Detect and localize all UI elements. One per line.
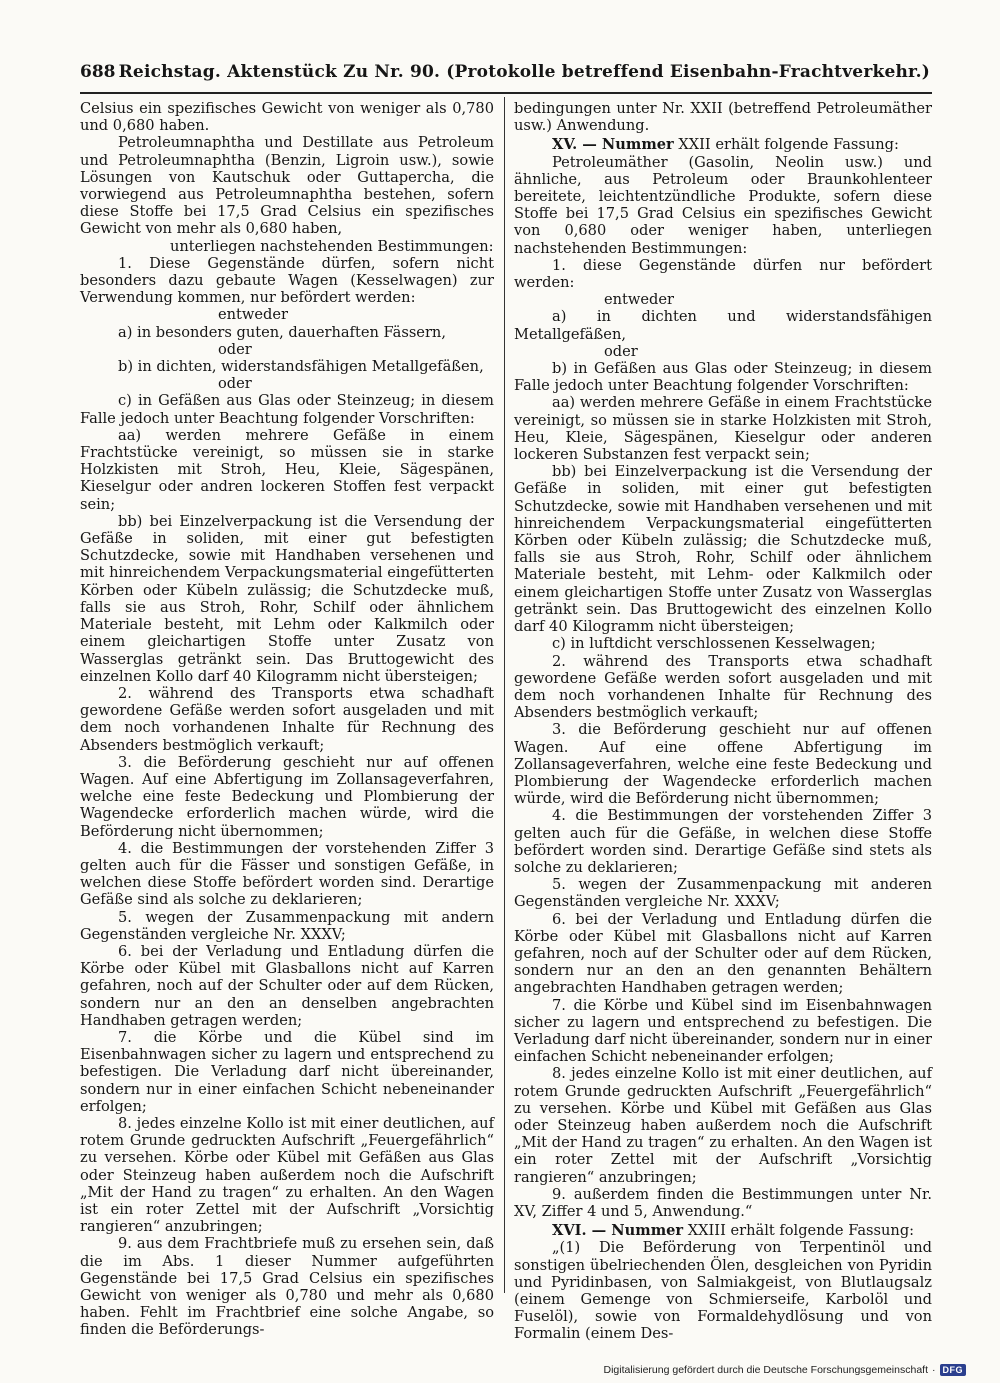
paragraph: 6. bei der Verladung und Entladung dürfen die Körbe oder Kübel mit Glasballons nicht auf Karren gefahren, noch auf der Schulter oder auf dem Rücken, sondern nur an den an den genannten Behältern angebrachten Handhaben getragen werden; — [514, 910, 932, 997]
paragraph: entweder — [218, 306, 288, 324]
paragraph: bb) bei Einzelverpackung ist die Versendung der Gefäße in soliden, mit einer gut befestigten Schutzdecke, sowie mit Handhaben versehenen und mit hinreichendem Verpackungsmaterial eingefütterten Körben oder Kübeln zulässig; die Schutzdecke muß, falls sie aus Stroh, Rohr, Schilf oder ähnlichem Materiale besteht, mit Lehm oder Kalkmilch oder einem gleichartigen Stoffe unter Zusatz von Wasserglas getränkt sein. Das Bruttogewicht des einzelnen Kollo darf 40 Kilogramm nicht übersteigen; — [80, 512, 494, 685]
paragraph: c) in luftdicht verschlossenen Kesselwagen; — [552, 635, 876, 653]
paragraph — [514, 1222, 932, 1239]
section-heading-lead: XVI. — Nummer — [552, 1222, 684, 1240]
page-header — [80, 62, 930, 88]
right-column — [514, 100, 932, 1343]
column-divider — [504, 97, 505, 1293]
paragraph: 3. die Beförderung geschieht nur auf offenen Wagen. Auf eine offene Abfertigung im Zollansageverfahren, welche eine feste Bedeckung und Plombierung der Wagendecke erforderlich machen würde, wird die Beförderung nicht übernommen; — [514, 721, 932, 808]
paragraph: Petroleumnaphtha und Destillate aus Petroleum und Petroleumnaphtha (Benzin, Ligroin usw.), sowie Lösungen von Kautschuk oder Guttapercha, die vorwiegend aus Petroleumnaphtha bestehen, sofern diese Stoffe bei 17,5 Grad Celsius ein spezifisches Gewicht von mehr als 0,680 haben, — [80, 134, 494, 238]
section-heading-text: XXIII erhält folgende Fassung: — [683, 1222, 915, 1240]
paragraph: 8. jedes einzelne Kollo ist mit einer deutlichen, auf rotem Grunde gedruckten Aufschrift „Feuergefährlich“ zu versehen. Körbe und Kübel mit Gefäßen aus Glas oder Steinzeug haben außerdem noch die Aufschrift „Mit der Hand zu tragen“ zu erhalten. An den Wagen ist ein roter Zettel mit der Aufschrift „Vorsichtig rangieren“ anzubringen; — [514, 1065, 932, 1186]
paragraph: 5. wegen der Zusammenpackung mit andern Gegenständen vergleiche Nr. XXXV; — [80, 908, 494, 943]
paragraph: Petroleumäther (Gasolin, Neolin usw.) und ähnliche, aus Petroleum oder Braunkohlenteer bereitete, leichtentzündliche Produkte, sofern diese Stoffe bei 17,5 Grad Celsius ein spezifisches Gewicht von 0,680 oder weniger haben, unterliegen nachstehenden Bestimmungen: — [514, 153, 932, 257]
paragraph: oder — [604, 342, 638, 360]
section-heading-lead: XV. — Nummer — [552, 136, 674, 154]
paragraph: b) in dichten, widerstandsfähigen Metallgefäßen, — [118, 358, 484, 376]
paragraph: aa) werden mehrere Gefäße in einem Frachtstücke vereinigt, so müssen sie in starke Holzkisten mit Stroh, Heu, Kleie, Sägespänen, Kieselgur oder andren lockeren Stoffen fest verpackt sein; — [80, 426, 494, 513]
running-head: Reichstag. Aktenstück Zu Nr. 90. (Protokolle betreffend Eisenbahn-Frachtverkehr.) — [118, 62, 930, 82]
paragraph: c) in Gefäßen aus Glas oder Steinzeug; in diesem Falle jedoch unter Beachtung folgender Vorschriften: — [80, 392, 494, 427]
paragraph: 5. wegen der Zusammenpackung mit anderen Gegenständen vergleiche Nr. XXXV; — [514, 876, 932, 911]
paragraph: 7. die Körbe und die Kübel sind im Eisenbahnwagen sicher zu lagern und entsprechend zu befestigen. Die Verladung darf nicht übereinander, sondern nur in einer einfachen Schicht nebeneinander erfolgen; — [80, 1028, 494, 1115]
paragraph: 1. Diese Gegenstände dürfen, sofern nicht besonders dazu gebaute Wagen (Kesselwagen) zur Verwendung kommen, nur befördert werden: — [80, 254, 494, 307]
paragraph: aa) werden mehrere Gefäße in einem Frachtstücke vereinigt, so müssen sie in starke Holzkisten mit Stroh, Heu, Kleie, Sägespänen, Kieselgur oder anderen lockeren Substanzen fest verpackt sein; — [514, 394, 932, 464]
section-heading-text: XXII erhält folgende Fassung: — [673, 136, 899, 154]
paragraph: „(1) Die Beförderung von Terpentinöl und sonstigen übelriechenden Ölen, desgleichen von Pyridin und Pyridinbasen, von Salmiakgeist, von Blutlaugsalz (einem Gemenge von Schmierseife, Karbolöl und Fuselöl), sowie von Formaldehydlösung und von Formalin (einem Des- — [514, 1239, 932, 1343]
paragraph: 2. während des Transports etwa schadhaft gewordene Gefäße werden sofort ausgeladen und mit dem noch vorhandenen Inhalte für Rechnung des Absenders bestmöglich verkauft; — [514, 652, 932, 722]
header-rule — [80, 92, 932, 94]
paragraph: Celsius ein spezifisches Gewicht von weniger als 0,780 und 0,680 haben. — [80, 100, 494, 135]
paragraph: bedingungen unter Nr. XXII (betreffend Petroleumäther usw.) Anwendung. — [514, 100, 932, 135]
paragraph: 7. die Körbe und Kübel sind im Eisenbahnwagen sicher zu lagern und entsprechend zu befestigen. Die Verladung darf nicht übereinander, sondern nur in einer einfachen Schicht nebeneinander erfolgen; — [514, 996, 932, 1066]
paragraph: a) in dichten und widerstandsfähigen Metallgefäßen, — [514, 308, 932, 343]
page-number: 688 — [80, 62, 116, 82]
dfg-logo: DFG — [940, 1364, 967, 1376]
paragraph: bb) bei Einzelverpackung ist die Versendung der Gefäße in soliden, mit einer gut befestigten Schutzdecke, sowie mit Handhaben versehenen und mit hinreichendem Verpackungsmaterial eingefütterten Körben oder Kübeln zulässig; die Schutzdecke muß, falls sie aus Stroh, Rohr, Schilf oder ähnlichem Materiale besteht, mit Lehm- oder Kalkmilch oder einem gleichartigen Stoffe unter Zusatz von Wasserglas getränkt sein. Das Bruttogewicht des einzelnen Kollo darf 40 Kilogramm nicht übersteigen; — [514, 463, 932, 636]
paragraph: a) in besonders guten, dauerhaften Fässern, — [118, 323, 446, 341]
paragraph: 4. die Bestimmungen der vorstehenden Ziffer 3 gelten auch für die Gefäße, in welchen diese Stoffe befördert worden sind. Derartige Gefäße sind stets als solche zu deklarieren; — [514, 807, 932, 876]
paragraph: 1. diese Gegenstände dürfen nur befördert werden: — [514, 256, 932, 292]
paragraph: 2. während des Transports etwa schadhaft gewordene Gefäße werden sofort ausgeladen und mit dem noch vorhandenen Inhalte für Rechnung des Absenders bestmöglich verkauft; — [80, 684, 494, 754]
paragraph: oder — [218, 340, 252, 358]
footer-credit: Digitalisierung gefördert durch die Deutsche Forschungsgemeinschaft — [603, 1364, 928, 1376]
paragraph: 6. bei der Verladung und Entladung dürfen die Körbe oder Kübel mit Glasballons nicht auf Karren gefahren, noch auf der Schulter oder auf dem Rücken, sondern nur an den an denselben angebrachten Handhaben getragen werden; — [80, 942, 494, 1029]
paragraph: 8. jedes einzelne Kollo ist mit einer deutlichen, auf rotem Grunde gedruckten Aufschrift „Feuergefährlich“ zu versehen. Körbe oder Kübel mit Gefäßen aus Glas oder Steinzeug haben außerdem noch die Aufschrift „Mit der Hand zu tragen“ zu erhalten. An den Wagen ist ein roter Zettel mit der Aufschrift „Vorsichtig rangieren“ anzubringen; — [80, 1114, 494, 1236]
paragraph: oder — [218, 375, 252, 393]
paragraph: 3. die Beförderung geschieht nur auf offenen Wagen. Auf eine Abfertigung im Zollansageverfahren, welche eine feste Bedeckung und Plombierung der Wagendecke erforderlich machen würde, wird die Beförderung nicht übernommen; — [80, 753, 494, 840]
paragraph: 9. außerdem finden die Bestimmungen unter Nr. XV, Ziffer 4 und 5, Anwendung.“ — [514, 1185, 932, 1220]
paragraph — [514, 136, 932, 153]
paragraph: unterliegen nachstehenden Bestimmungen: — [170, 237, 494, 255]
paragraph: b) in Gefäßen aus Glas oder Steinzeug; in diesem Falle jedoch unter Beachtung folgender Vorschriften: — [514, 360, 932, 395]
paragraph: entweder — [604, 291, 674, 309]
paragraph: 9. aus dem Frachtbriefe muß zu ersehen sein, daß die im Abs. 1 dieser Nummer aufgeführten Gegenstände bei 17,5 Grad Celsius ein spezifisches Gewicht von weniger als 0,780 und mehr als 0,680 haben. Fehlt im Frachtbrief eine solche Angabe, so finden die Beförderungs- — [80, 1235, 494, 1339]
footer: Digitalisierung gefördert durch die Deutsche Forschungsgemeinschaft · DFG — [603, 1364, 966, 1376]
paragraph: 4. die Bestimmungen der vorstehenden Ziffer 3 gelten auch für die Fässer und sonstigen Gefäße, in welchen diese Stoffe befördert worden sind. Derartige Gefäße sind als solche zu deklarieren; — [80, 839, 494, 909]
left-column — [80, 100, 494, 1339]
